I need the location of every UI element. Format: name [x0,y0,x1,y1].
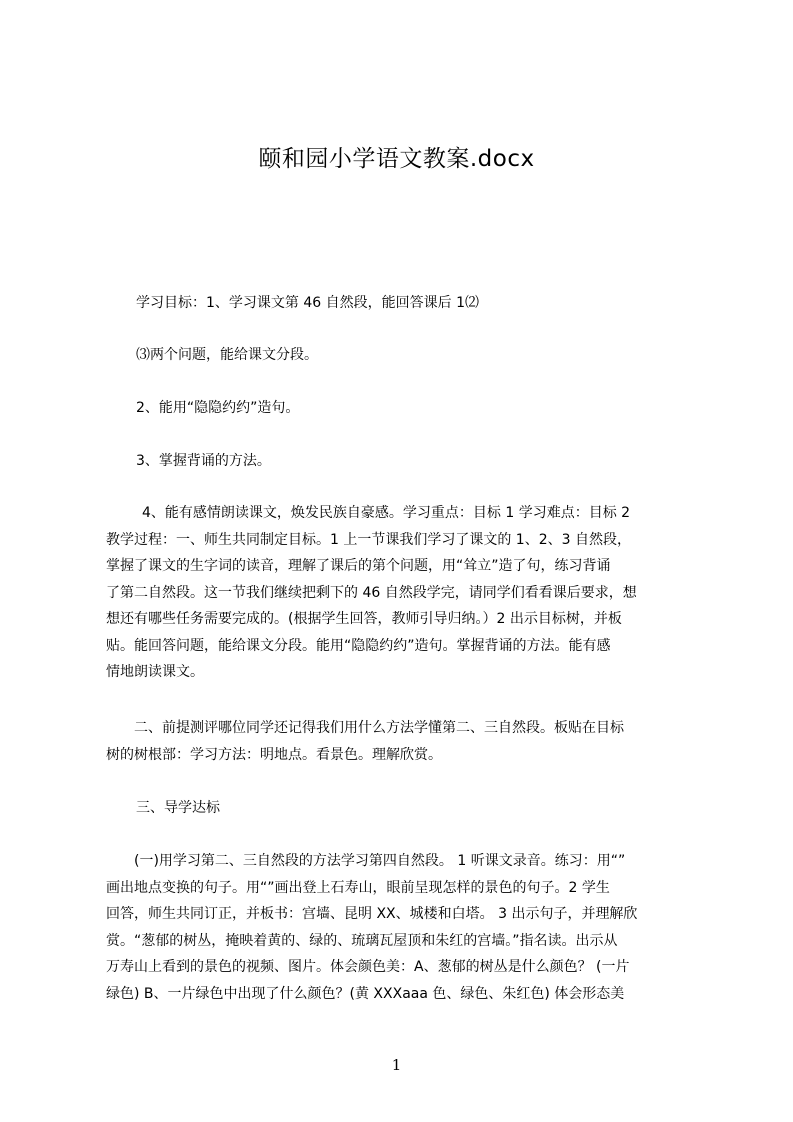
text-line: 二、前提测评哪位同学还记得我们用什么方法学懂第二、三自然段。板贴在目标 [134,720,624,736]
text-line: 回答，师生共同订正，并板书：宫墙、昆明 XX、城楼和白塔。 3 出示句子，并理解欣 [106,906,638,922]
paragraph-goal-3 [106,448,728,475]
text-line: 三、导学达标 [136,800,220,816]
paragraph-section-3-heading [106,795,728,822]
text-line: 赏。“葱郁的树丛，掩映着黄的、绿的、琉璃瓦屋顶和朱红的宫墙。”指名读。出示从 [106,932,618,949]
text-line: 贴。能回答问题，能给课文分段。能用“隐隐约约”造句。掌握背诵的方法。能有感 [106,637,611,654]
document-title: 颐和园小学语文教案.docx [258,146,535,172]
paragraph-guided-learning [106,848,698,1007]
text-line: (一)用学习第二、三自然段的方法学习第四自然段。 1 听课文录音。练习：用“” [134,853,626,869]
text-line: 绿色) B、一片绿色中出现了什么颜色？(黄 XXXaaa 色、绿色、朱红色) 体会形态美 [106,985,625,1002]
text-line: 教学过程：一、师生共同制定目标。1 上一节课我们学习了课文的 1、2、3 自然段， [106,531,631,548]
text-line: ⑶两个问题，能给课文分段。 [136,347,318,363]
text-line: 3、掌握背诵的方法。 [136,453,271,469]
paragraph-learning-goals [106,290,728,317]
text-line: 了第二自然段。这一节我们继续把剩下的 46 自然段学完，请同学们看看课后要求，想 [106,584,637,601]
page-number: 1 [391,1056,402,1074]
paragraph-prerequisite-assessment [106,715,698,768]
text-line: 画出地点变换的句子。用“”画出登上石寿山，眼前呈现怎样的景色的句子。2 学生 [106,879,610,896]
text-line: 万寿山上看到的景色的视频、图片。体会颜色美：A、葱郁的树丛是什么颜色？ (一片 [106,959,630,975]
paragraph-goal-2 [106,395,728,422]
text-line: 学习目标：1、学习课文第 46 自然段，能回答课后 1⑵ [136,295,479,311]
text-line: 树的树根部：学习方法：明地点。看景色。理解欣赏。 [106,746,442,763]
text-line: 想还有哪些任务需要完成的。(根据学生回答，教师引导归纳。）2 出示目标树，并板 [106,611,622,627]
text-line: 掌握了课文的生字词的读音，理解了课后的第个问题，用“耸立”造了句，练习背诵 [106,558,611,574]
text-line: 2、能用“隐隐约约”造句。 [136,400,300,416]
text-line: 4、能有感情朗读课文，焕发民族自豪感。学习重点：目标 1 学习难点：目标 2 [142,505,631,521]
paragraph-goal-1-continued [106,342,728,369]
paragraph-goal-4-and-process [106,500,698,686]
text-line: 情地朗读课文。 [106,664,204,680]
